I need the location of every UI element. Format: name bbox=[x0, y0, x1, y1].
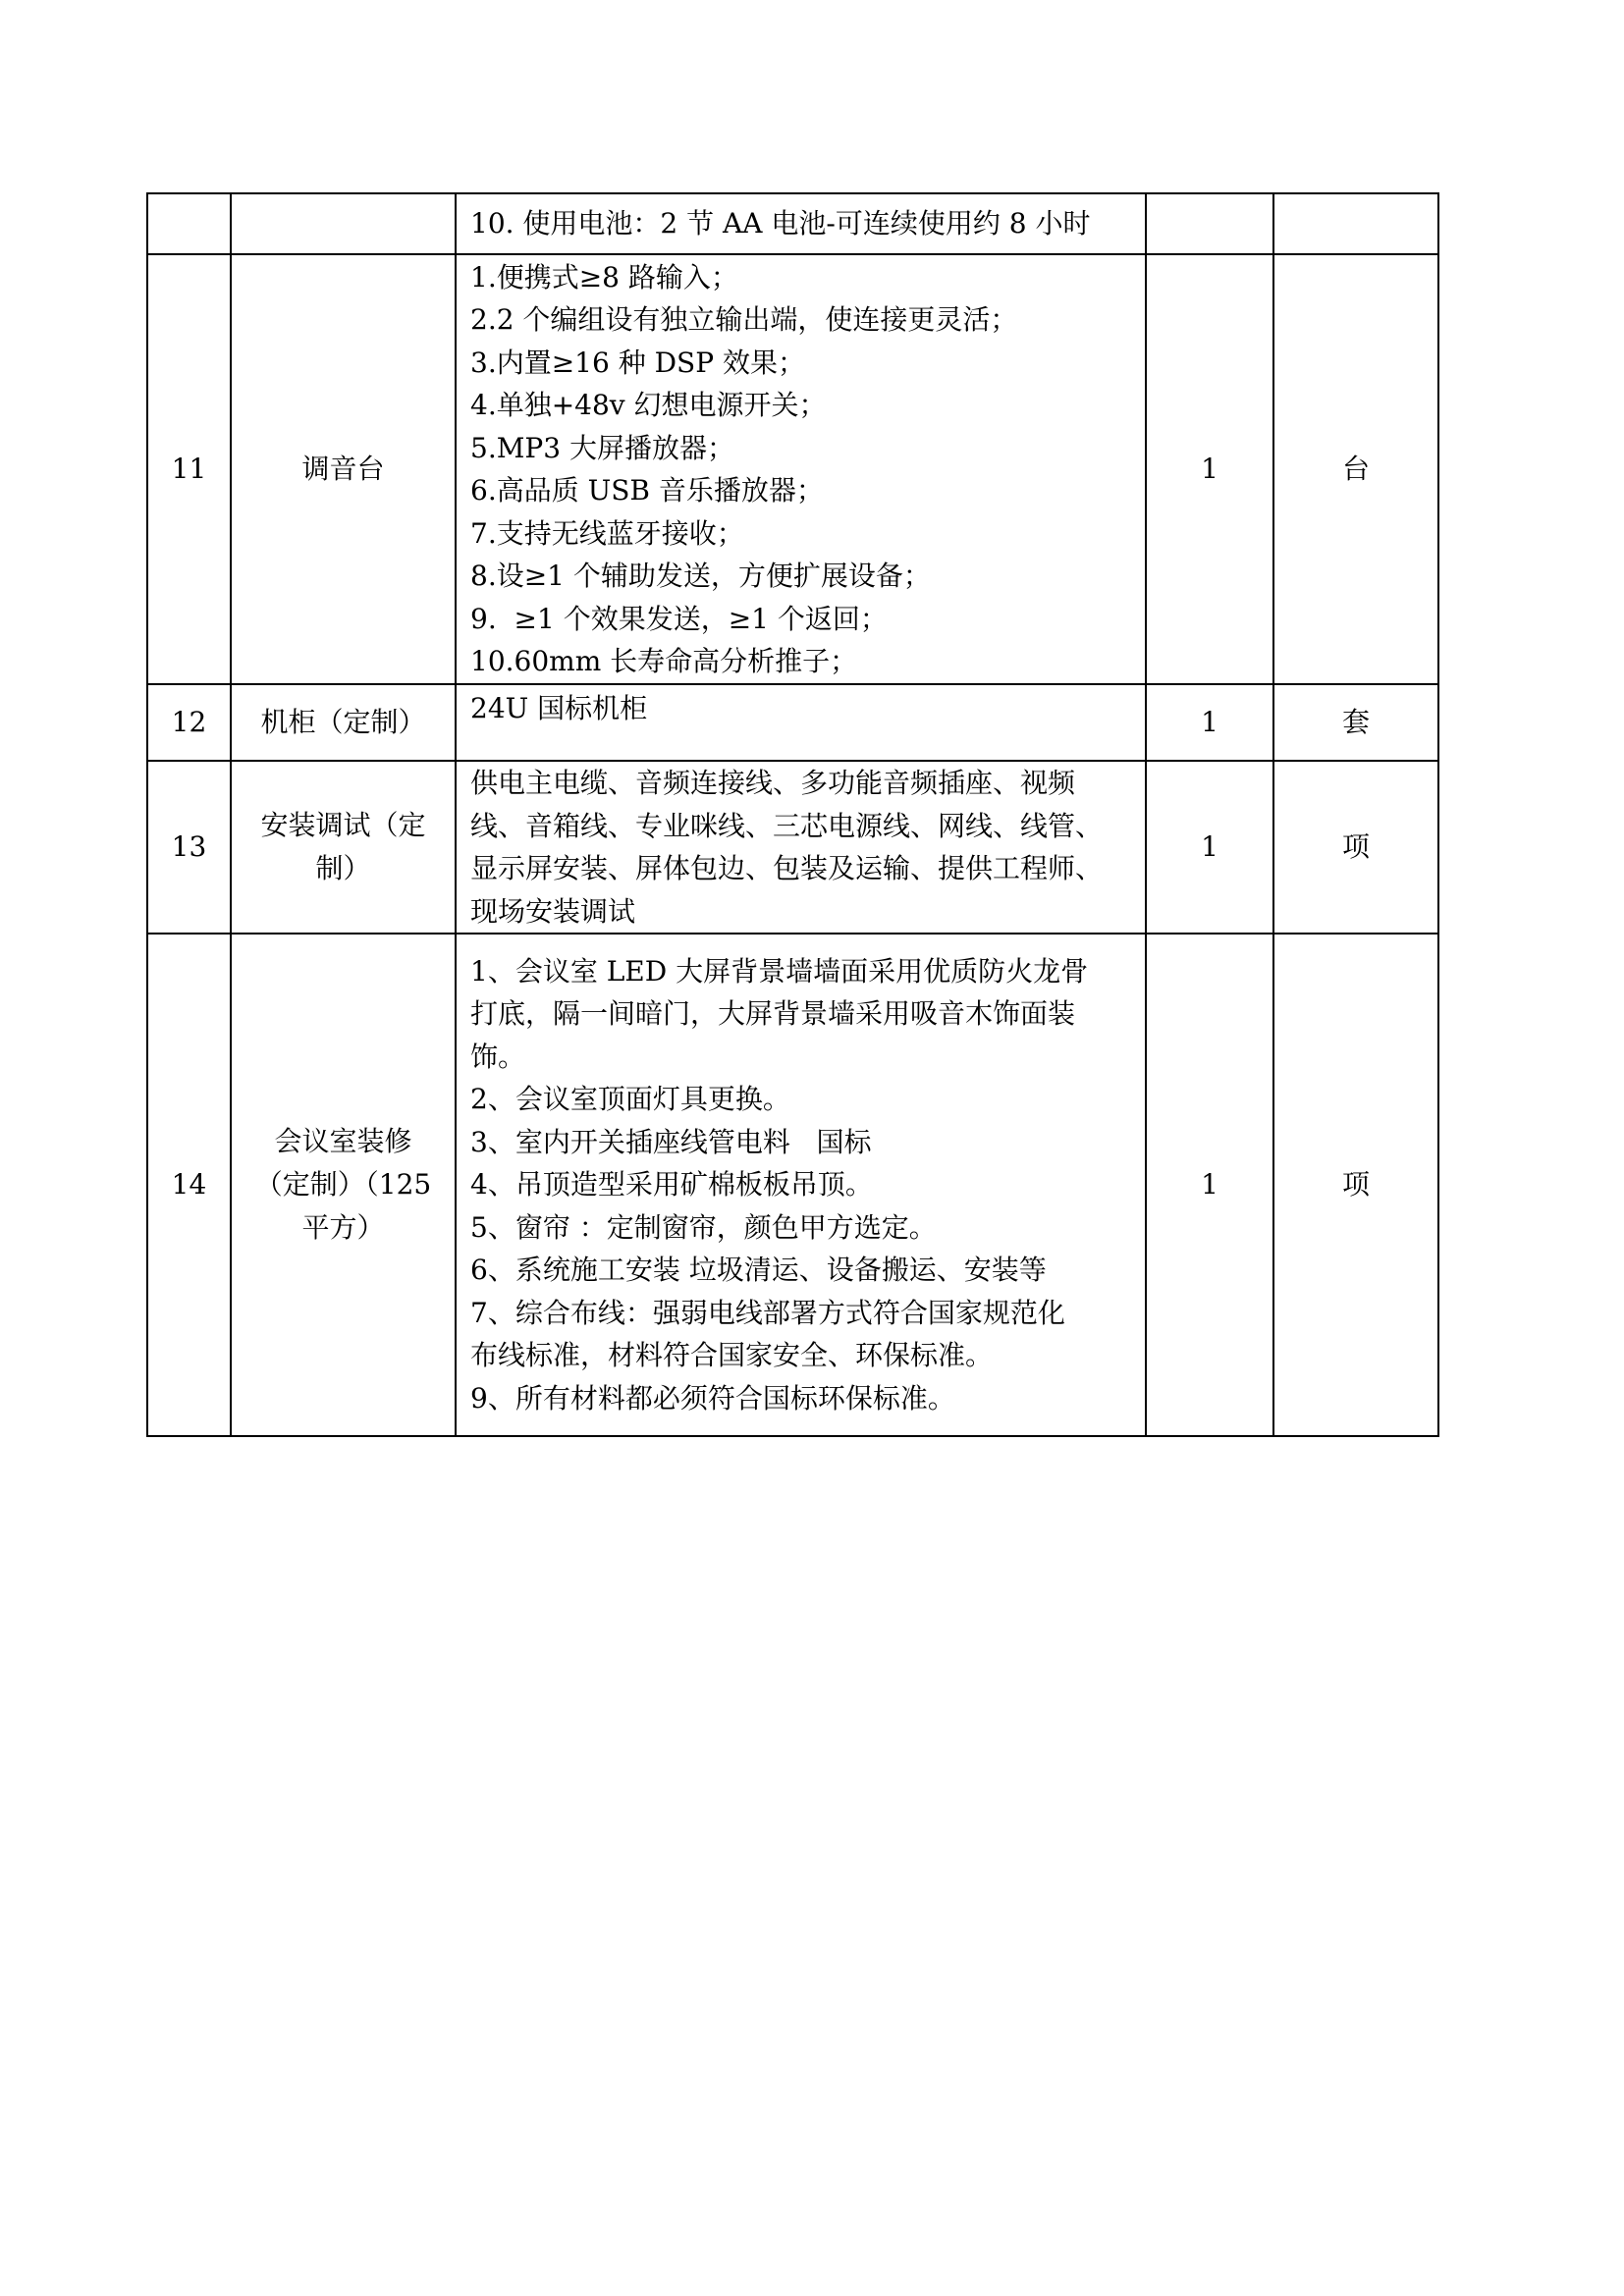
item-unit-cell: 项 bbox=[1273, 934, 1438, 1436]
item-number-cell: 14 bbox=[147, 934, 231, 1436]
spec-line: 10.60mm 长寿命高分析推子； bbox=[470, 645, 858, 677]
spec-line: 6.高品质 USB 音乐播放器； bbox=[470, 474, 824, 507]
spec-line: 3、室内开关插座线管电料 国标 bbox=[470, 1125, 872, 1158]
item-spec-cell bbox=[456, 761, 1146, 934]
spec-line: 4、吊顶造型采用矿棉板板吊顶。 bbox=[470, 1168, 873, 1201]
item-name-cell: 会议室装修 （定制）（125 平方） bbox=[231, 934, 456, 1436]
table-row bbox=[147, 254, 1438, 684]
spec-line: 2.2 个编组设有独立输出端，使连接更灵活； bbox=[470, 303, 1018, 336]
spec-line: 7、综合布线：强弱电线部署方式符合国家规范化 bbox=[470, 1296, 1065, 1329]
item-quantity-cell bbox=[1146, 193, 1273, 254]
spec-line: 5、窗帘 ：定制窗帘，颜色甲方选定。 bbox=[470, 1210, 937, 1244]
equipment-spec-table bbox=[146, 192, 1439, 1437]
spec-line: 打底，隔一间暗门，大屏背景墙采用吸音木饰面装 bbox=[470, 997, 1076, 1031]
item-number-cell: 13 bbox=[147, 761, 231, 934]
spec-line: 供电主电缆、音频连接线、多功能音频插座、视频 bbox=[470, 767, 1076, 799]
item-spec-cell bbox=[456, 934, 1146, 1436]
item-number-cell: 11 bbox=[147, 254, 231, 684]
spec-line: 显示屏安装、屏体包边、包装及运输、提供工程师、 bbox=[470, 852, 1104, 884]
spec-line: 1.便携式≥8 路输入； bbox=[470, 260, 738, 294]
table-row bbox=[147, 761, 1438, 934]
item-quantity-cell: 1 bbox=[1146, 761, 1273, 934]
item-name-cell: 调音台 bbox=[231, 254, 456, 684]
spec-line: 9、所有材料都必须符合国标环保标准。 bbox=[470, 1381, 955, 1415]
spec-line: 现场安装调试 bbox=[470, 894, 636, 928]
spec-line: 10. 使用电池：2 节 AA 电池-可连续使用约 8 小时 bbox=[470, 207, 1091, 240]
spec-line: 布线标准，材料符合国家安全、环保标准。 bbox=[470, 1339, 994, 1372]
item-name-cell: 机柜（定制） bbox=[231, 684, 456, 761]
table-row bbox=[147, 684, 1438, 761]
item-spec-cell bbox=[456, 254, 1146, 684]
item-name-cell: 安装调试（定 制） bbox=[231, 761, 456, 934]
spec-line: 24U 国标机柜 bbox=[470, 692, 648, 724]
spec-line: 饰。 bbox=[470, 1040, 526, 1073]
table-row bbox=[147, 934, 1438, 1436]
item-name-cell bbox=[231, 193, 456, 254]
spec-line: 8.设≥1 个辅助发送，方便扩展设备； bbox=[470, 560, 931, 592]
spec-line: 5.MP3 大屏播放器； bbox=[470, 431, 734, 464]
item-unit-cell: 台 bbox=[1273, 254, 1438, 684]
item-quantity-cell: 1 bbox=[1146, 254, 1273, 684]
spec-line: 4.单独+48v 幻想电源开关； bbox=[470, 389, 827, 421]
item-quantity-cell: 1 bbox=[1146, 934, 1273, 1436]
spec-line: 线、音箱线、专业咪线、三芯电源线、网线、线管、 bbox=[470, 809, 1104, 842]
item-number-cell: 12 bbox=[147, 684, 231, 761]
spec-line: 1、会议室 LED 大屏背景墙墙面采用优质防火龙骨 bbox=[470, 954, 1089, 988]
table-row bbox=[147, 193, 1438, 254]
spec-line: 7.支持无线蓝牙接收； bbox=[470, 516, 744, 550]
spec-line: 6、系统施工安装 垃圾清运、设备搬运、安装等 bbox=[470, 1254, 1047, 1287]
item-quantity-cell: 1 bbox=[1146, 684, 1273, 761]
item-unit-cell: 项 bbox=[1273, 761, 1438, 934]
item-spec-cell bbox=[456, 193, 1146, 254]
spec-line: 3.内置≥16 种 DSP 效果； bbox=[470, 346, 805, 379]
spec-line: 9. ≥1 个效果发送，≥1 个返回； bbox=[470, 602, 888, 635]
spec-line: 2、会议室顶面灯具更换。 bbox=[470, 1083, 790, 1116]
item-unit-cell: 套 bbox=[1273, 684, 1438, 761]
item-number-cell bbox=[147, 193, 231, 254]
item-spec-cell bbox=[456, 684, 1146, 761]
item-unit-cell bbox=[1273, 193, 1438, 254]
